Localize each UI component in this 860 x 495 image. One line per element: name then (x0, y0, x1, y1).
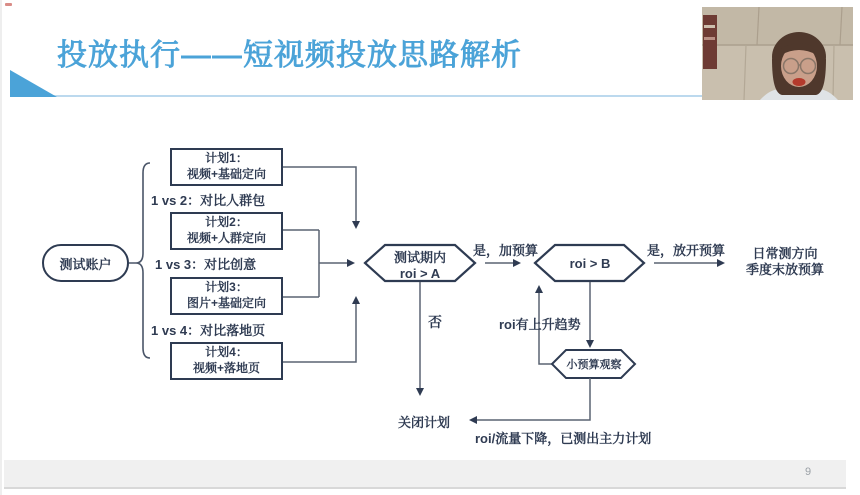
edge-plan1 (283, 167, 356, 221)
label-no: 否 (428, 314, 442, 330)
plan2-detail: 视频+人群定向 (186, 231, 266, 245)
decision2-text (540, 246, 640, 281)
label-yes-open-budget: 是，放开预算 (647, 243, 726, 258)
plan2-title: 计划2： (205, 215, 248, 230)
slide-footer-bar (4, 460, 846, 489)
plan1-detail: 视频+基础定向 (186, 167, 266, 181)
daily-line2: 季度末放预算 (745, 262, 824, 278)
background-object (703, 15, 717, 69)
decision1-text (370, 246, 470, 281)
label-roi-drop: roi/流量下降，已测出主力计划 (475, 431, 652, 446)
mouth (793, 78, 806, 86)
observe-label: 小预算观察 (566, 359, 622, 371)
arrowhead-down-3 (586, 340, 594, 348)
plan-box-1 (170, 148, 283, 186)
comparison-label-1: 1 vs 2：对比人群包 (151, 193, 266, 208)
observe-text (554, 351, 634, 377)
grouping-brace (129, 163, 150, 358)
test-account-node (42, 244, 129, 282)
arrowhead-up-2 (535, 285, 543, 293)
edge-plan4 (283, 304, 356, 362)
label-yes-add-budget: 是，加预算 (473, 243, 539, 258)
decision1-line1: 测试期内 (393, 249, 446, 265)
comparison-label-3: 1 vs 4：对比落地页 (151, 323, 266, 338)
plan3-title: 计划3： (205, 280, 248, 295)
arrowhead-down-1 (352, 221, 360, 229)
decision1-line2: roi > A (399, 265, 441, 281)
arrowhead-left-1 (469, 416, 477, 424)
arrowhead-right-2 (513, 259, 521, 267)
arrowhead-up-1 (352, 296, 360, 304)
title-accent-triangle (10, 70, 57, 97)
plan3-detail: 图片+基础定向 (186, 296, 266, 310)
arrowhead-right-1 (347, 259, 355, 267)
plan4-title: 计划4： (205, 345, 248, 360)
arrowhead-down-2 (416, 388, 424, 396)
recording-indicator-mark (5, 3, 12, 6)
plan4-detail: 视频+落地页 (192, 361, 260, 375)
close-plan-label: 关闭计划 (398, 415, 451, 430)
webcam-scene (702, 7, 853, 100)
label-roi-rising: roi有上升趋势 (499, 317, 581, 332)
daily-line1: 日常测方向 (752, 246, 818, 261)
test-account-label: 测试账户 (59, 256, 112, 272)
plan-box-4 (170, 342, 283, 380)
daily-result-text (735, 246, 835, 279)
edge-roi-drop (477, 378, 590, 420)
plan-box-2 (170, 212, 283, 250)
decision2-label: roi > B (569, 256, 611, 271)
arrowhead-right-3 (717, 259, 725, 267)
edge-plan2-plan3 (283, 230, 347, 297)
page-title: 投放执行——短视频投放思路解析 (57, 39, 522, 72)
page-number: 9 (805, 466, 812, 478)
comparison-label-2: 1 vs 3：对比创意 (155, 257, 257, 272)
presenter-webcam-video[interactable] (702, 7, 853, 100)
plan1-title: 计划1： (205, 151, 248, 166)
plan-box-3 (170, 277, 283, 315)
